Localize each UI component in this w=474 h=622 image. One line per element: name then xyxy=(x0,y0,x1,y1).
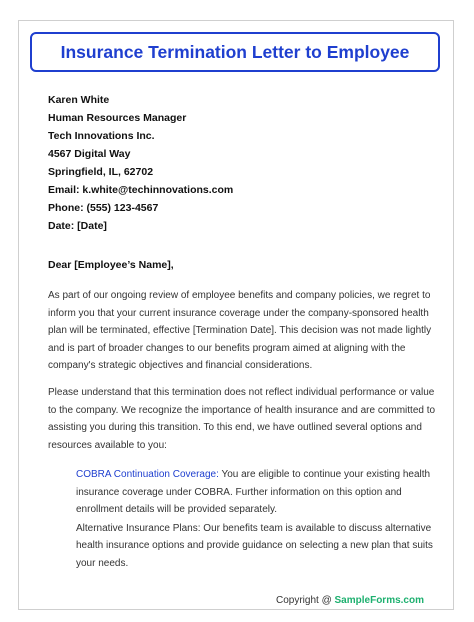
brand-link[interactable]: SampleForms.com xyxy=(334,595,424,606)
sender-name: Karen White xyxy=(48,94,110,106)
option-title: COBRA Continuation Coverage: xyxy=(76,469,219,480)
sender-position: Human Resources Manager xyxy=(48,112,187,124)
copyright-footer xyxy=(276,595,424,606)
sender-company: Tech Innovations Inc. xyxy=(48,130,155,142)
title-banner xyxy=(30,32,440,72)
sender-city: Springfield, IL, 62702 xyxy=(48,166,154,178)
option-text: You are eligible to continue your existing health insurance coverage under COBRA. Further information on this option and enrollment details will be provided separately. xyxy=(76,469,431,515)
page-title: Insurance Termination Letter to Employee xyxy=(60,41,410,62)
option-text: Alternative Insurance Plans: Our benefits team is available to discuss alternative health insurance options and provide guidance on selecting a new plan that suits your needs. xyxy=(76,522,433,569)
body-paragraph-2: Please understand that this termination does not reflect individual performance or value to the company. We recognize the importance of health insurance and are committed to assisting you during this transition. To this end, we have outlined several options and resources available to you: xyxy=(48,387,436,451)
options-list xyxy=(76,466,438,573)
sender-street: 4567 Digital Way xyxy=(48,148,131,160)
salutation: Dear [Employee’s Name], xyxy=(48,259,174,271)
sender-block xyxy=(48,91,233,235)
option-item-cobra xyxy=(76,466,438,519)
copyright-prefix: Copyright @ xyxy=(276,595,335,606)
body-paragraph-1: As part of our ongoing review of employee benefits and company policies, we regret to inform you that your current insurance coverage under the company-sponsored health plan will be terminated, effective [Termination Date]. This decision was not made lightly and is part of broader changes to our benefits program aimed at aligning with the company's strategic objectives and financial considerations. xyxy=(48,290,432,371)
option-item-alternative xyxy=(76,520,438,573)
sender-phone: Phone: (555) 123-4567 xyxy=(48,202,159,214)
sender-email: Email: k.white@techinnovations.com xyxy=(48,184,234,196)
letter-date: Date: [Date] xyxy=(48,220,107,232)
